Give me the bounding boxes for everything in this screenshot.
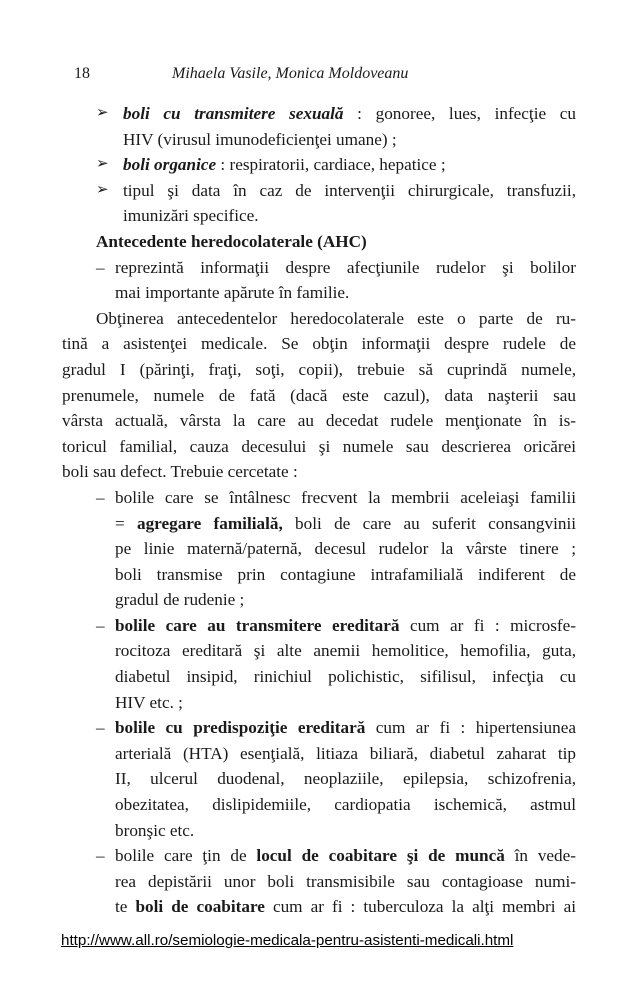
- bullet-item: ➢ tipul şi data în caz de intervenţii chirurgicale, transfuzii, imunizări specifice.: [62, 178, 576, 229]
- arrow-bullet-icon: ➢: [96, 105, 109, 121]
- arrow-bullet-icon: ➢: [96, 181, 109, 198]
- dash-bullet: –: [96, 615, 105, 635]
- page-body: [62, 101, 576, 920]
- arrow-bullet-icon: ➢: [96, 156, 109, 173]
- bullet-item: ➢ boli cu transmitere sexuală : gonoree, lues, infecţie cu HIV (virusul imunodeficienţei umane) ;: [62, 101, 576, 152]
- list-item: – bolile care au transmitere ereditară cum ar fi : microsfe- rocitoza ereditară şi alte anemii hemolitice, hemofilia, guta, diabetul insipid, rinichiul polichistic, sifilisul, infecţia cu HIV etc. ;: [62, 613, 576, 715]
- dash-bullet: –: [96, 487, 105, 507]
- list-item: – bolile cu predispoziţie ereditară cum ar fi : hipertensiunea arterială (HTA) esenţială, litiaza biliară, diabetul zaharat tip II, ulcerul duodenal, neoplaziile, epilepsia, schizofrenia, obezitatea, dislipidemiile, cardiopatia ischemică, astmul bronşic etc.: [62, 715, 576, 843]
- list-item: – bolile care se întâlnesc frecvent la membrii aceleiaşi familii = agregare familială, boli de care au suferit consangvinii pe linie maternă/paternă, decesul rudelor la vârste tinere ; boli transmise prin contagiune intrafamilială indiferent de gradul de rudenie ;: [62, 485, 576, 613]
- dash-bullet: –: [96, 846, 105, 866]
- list-item: – bolile care ţin de locul de coabitare şi de muncă în vede- rea depistării unor boli transmisibile sau contagioase numi- te boli de coabitare cum ar fi : tuberculoza la alţi membri ai: [62, 843, 576, 920]
- source-url-link[interactable]: http://www.all.ro/semiologie-medicala-pentru-asistenti-medicali.html: [61, 932, 514, 949]
- bullet-item: ➢ boli organice : respiratorii, cardiace, hepatice ;: [62, 152, 576, 178]
- authors: Mihaela Vasile, Monica Moldoveanu: [172, 65, 409, 82]
- running-header: [62, 65, 576, 87]
- page-number: 18: [74, 65, 90, 82]
- definition-item: – reprezintă informaţii despre afecţiunile rudelor şi bolilor mai importante apărute în familie.: [62, 255, 576, 306]
- dash-bullet: –: [96, 718, 105, 738]
- body-paragraph: Obţinerea antecedentelor heredocolaterale este o parte de ru- tină a asistenţei medicale. Se obţin informaţii despre rudele de gradul I (părinţi, fraţi, soţi, copii), trebuie să cuprindă numele, prenumele, numele de fată (dacă este cazul), data naşterii sau vârsta actuală, vârsta la care au decedat rudele menţionate în is- toricul familial, cauza decesului şi numele sau descrierea oricărei boli sau defect. Trebuie cercetate :: [62, 308, 576, 482]
- dash-bullet: –: [96, 257, 105, 277]
- section-heading: Antecedente heredocolaterale (AHC): [96, 231, 367, 251]
